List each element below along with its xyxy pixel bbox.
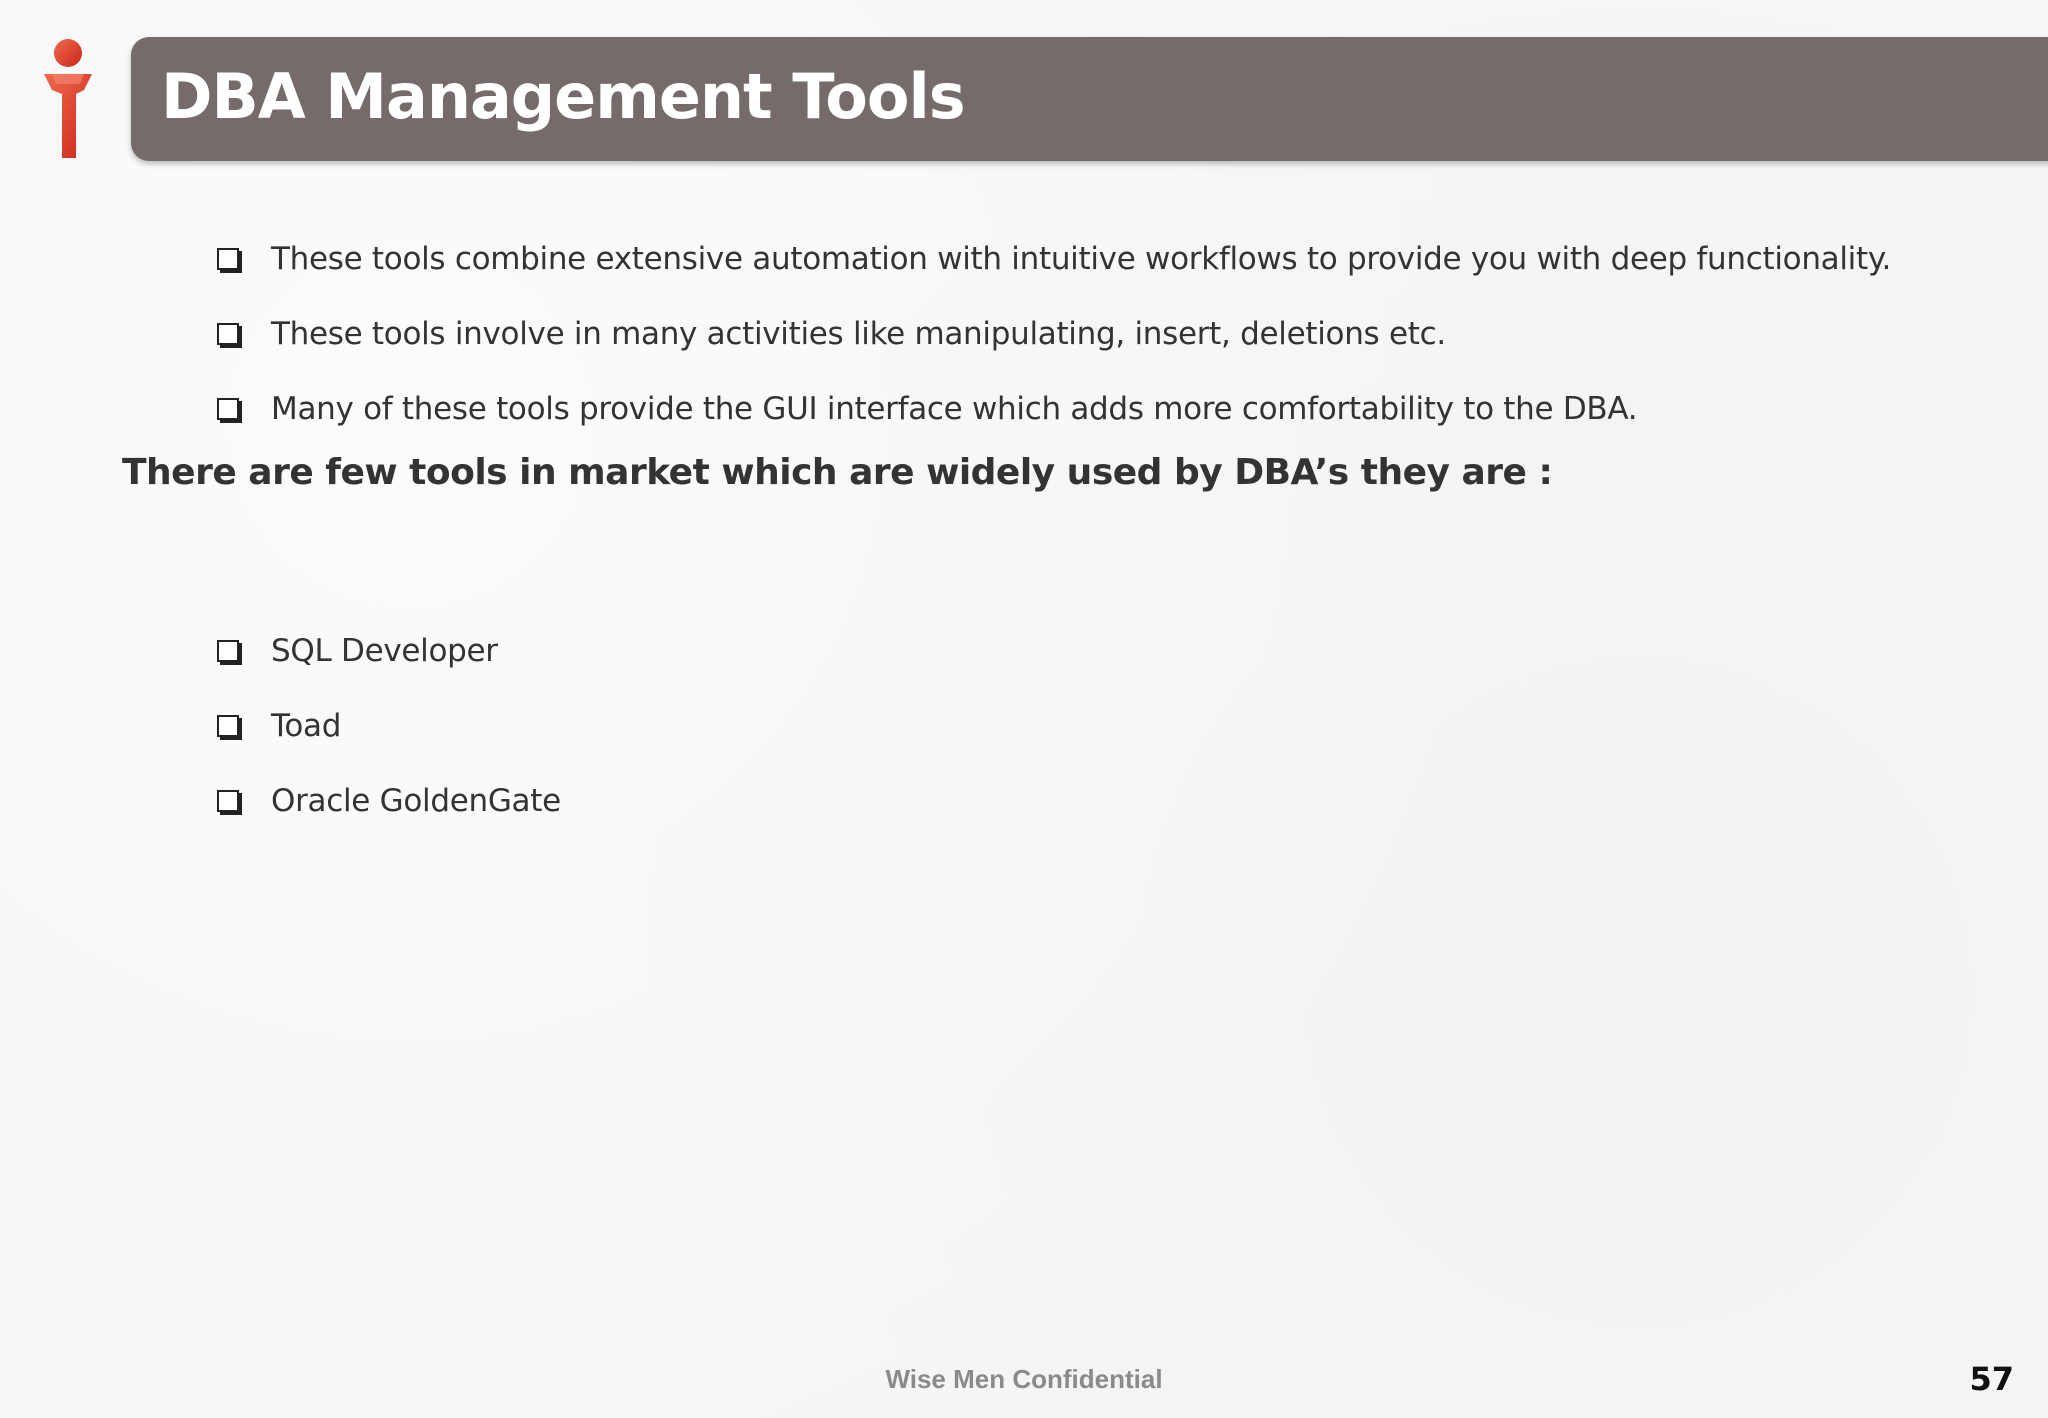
bullet-text: These tools combine extensive automation with intuitive workflows to provide you with deep functionality.: [271, 240, 1892, 277]
list-item: [217, 688, 561, 763]
tool-name: SQL Developer: [271, 632, 498, 669]
checkbox-bullet-icon: [217, 640, 239, 662]
bullet-text: These tools involve in many activities like manipulating, insert, deletions etc.: [271, 315, 1446, 352]
list-item: [217, 296, 1891, 371]
list-item: [217, 613, 561, 688]
person-logo-icon: [40, 38, 96, 162]
list-item: [217, 371, 1891, 446]
slide-title: DBA Management Tools: [161, 60, 965, 133]
lead-text: There are few tools in market which are widely used by DBA’s they are :: [122, 452, 1553, 493]
checkbox-bullet-icon: [217, 323, 239, 345]
tools-bullet-list: [217, 613, 561, 838]
list-item: [217, 763, 561, 838]
checkbox-bullet-icon: [217, 398, 239, 420]
bullet-text: Many of these tools provide the GUI interface which adds more comfortability to the DBA.: [271, 390, 1638, 427]
checkbox-bullet-icon: [217, 790, 239, 812]
tool-name: Oracle GoldenGate: [271, 782, 561, 819]
footer-confidential: Wise Men Confidential: [885, 1364, 1163, 1394]
intro-bullet-list: [217, 221, 1891, 446]
tool-name: Toad: [271, 707, 342, 744]
page-number: 57: [1969, 1360, 2014, 1398]
checkbox-bullet-icon: [217, 715, 239, 737]
list-item: [217, 221, 1891, 296]
checkbox-bullet-icon: [217, 248, 239, 270]
